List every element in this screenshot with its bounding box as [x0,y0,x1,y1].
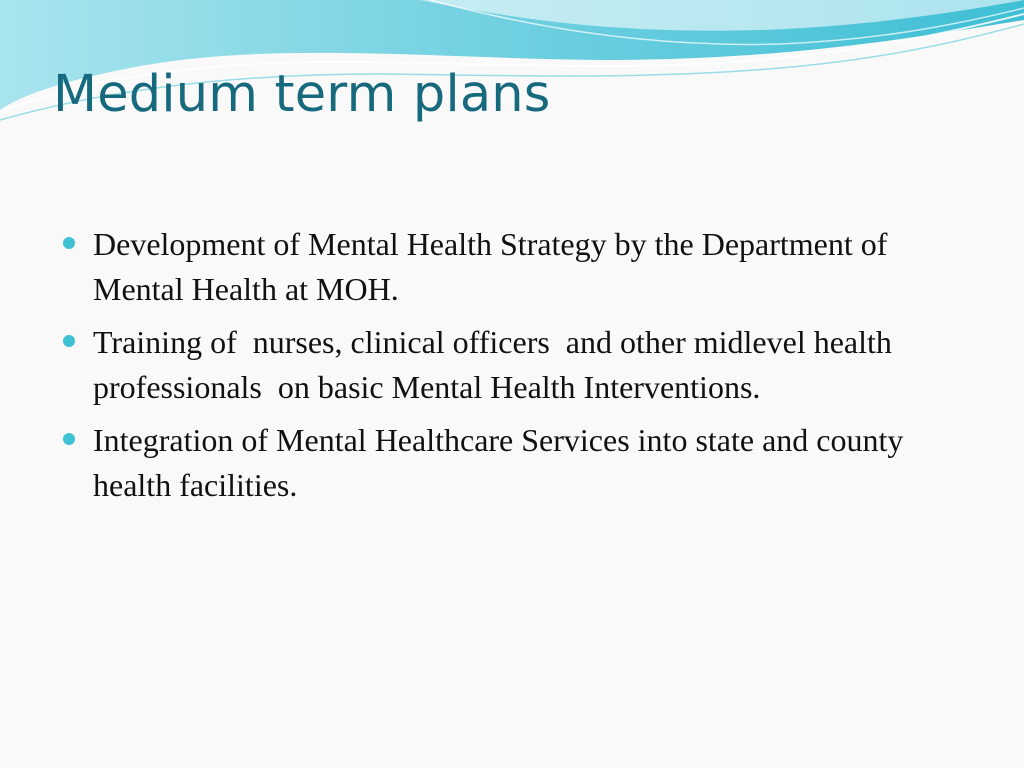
bullet-dot-icon [63,237,75,249]
bullet-text: Development of Mental Health Strategy by the Department of Mental Health at MOH. [93,226,896,307]
list-item [63,320,953,410]
list-item [63,222,953,312]
bullet-text: Integration of Mental Healthcare Services into state and county health facilities. [93,422,912,503]
bullet-text: Training of nurses, clinical officers and other midlevel health professionals on basic Mental Health Interventions. [93,324,900,405]
bullet-dot-icon [63,335,75,347]
bullet-list [63,222,953,516]
slide-title: Medium term plans [53,65,551,124]
list-item [63,418,953,508]
bullet-dot-icon [63,433,75,445]
